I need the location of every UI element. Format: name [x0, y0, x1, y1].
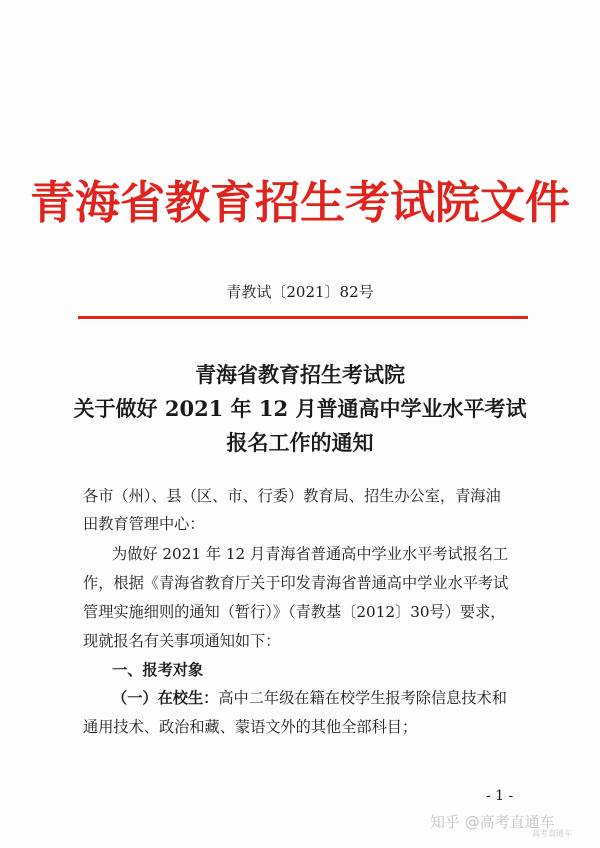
masthead-title: 青海省教育招生考试院文件 [29, 176, 570, 229]
red-divider-line [78, 316, 528, 319]
addressee-line-1: 各市（州）、县（区、市、行委）教育局、招生办公室，青海油 [83, 487, 501, 505]
paragraph-1-line-3: 管理实施细则的通知（暂行）》（青教基〔2012〕30号）要求， [83, 603, 506, 621]
watermark-subtext: 高考直通车 [532, 829, 572, 838]
item-1-text: 高中二年级在籍在校学生报考除信息技术和 [218, 689, 507, 707]
notice-title-line-1: 青海省教育招生考试院 [195, 362, 405, 387]
notice-title-line-2: 关于做好 2021 年 12 月普通高中学业水平考试 [73, 396, 527, 421]
item-1-line-2: 通用技术、政治和藏、蒙语文外的其他全部科目； [83, 718, 418, 736]
addressee-line-2: 田教育管理中心： [83, 515, 205, 533]
document-number: 青教试〔2021〕82号 [226, 283, 374, 301]
page-number: - 1 - [486, 788, 514, 804]
zhihu-watermark: 知乎 @高考直通车 [430, 813, 555, 831]
item-1-line-1 [112, 688, 528, 708]
notice-title-line-3: 报名工作的通知 [226, 430, 374, 455]
paragraph-1-line-1: 为做好 2021 年 12 月青海省普通高中学业水平考试报名工 [112, 545, 509, 563]
paragraph-1-line-2: 作，根据《青海省教育厅关于印发青海省普通高中学业水平考试 [83, 574, 509, 592]
item-1-label: （一）在校生： [112, 689, 219, 707]
section-1-heading: 一、报考对象 [112, 661, 204, 679]
paragraph-1-line-4: 现就报名有关事项通知如下： [83, 632, 281, 650]
